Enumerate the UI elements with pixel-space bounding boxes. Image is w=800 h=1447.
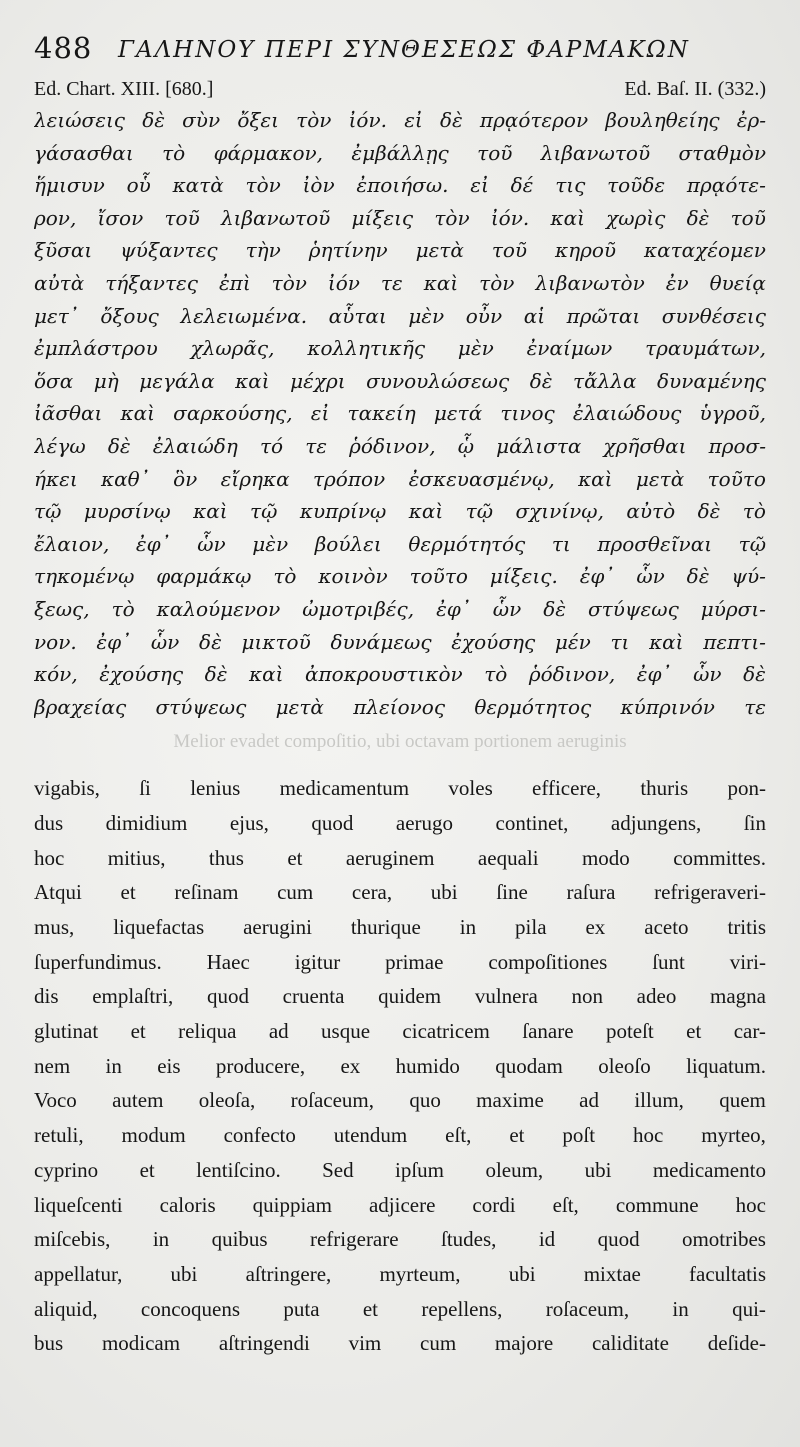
greek-text-block [34, 104, 766, 723]
latin-text-line: cyprino et lentiſcino. Sed ipſum oleum, ubi medicamento [34, 1157, 766, 1182]
greek-text-line: αὐτὰ τήξαντες ἐπὶ τὸν ἰόν τε καὶ τὸν λιβανωτὸν ἐν θυείᾳ [34, 270, 766, 295]
greek-text-line: γάσασθαι τὸ φάρμακον, ἐμβάλλῃς τοῦ λιβανωτοῦ σταθμὸν [34, 140, 766, 165]
greek-text-line: ἰᾶσθαι καὶ σαρκούσης, εἰ τακείη μετά τινος ἐλαιώδους ὑγροῦ, [34, 401, 766, 426]
greek-text-line: τῷ μυρσίνῳ καὶ τῷ κυπρίνῳ καὶ τῷ σχινίνῳ, αὐτὸ δὲ τὸ [34, 499, 766, 524]
latin-text-line: hoc mitius, thus et aeruginem aequali modo committes. [34, 845, 766, 870]
edition-reference-basel: Ed. Baſ. II. (332.) [624, 78, 766, 100]
latin-text-line: glutinat et reliqua ad usque cicatricem ſanare poteſt et car- [34, 1019, 766, 1044]
greek-text-line: βραχείας στύψεως μετὰ πλείονος θερμότητος κύπρινόν τε [34, 694, 766, 719]
latin-text-line: appellatur, ubi aſtringere, myrteum, ubi mixtae facultatis [34, 1261, 766, 1286]
latin-text-line: dus dimidium ejus, quod aerugo continet, adjungens, ſin [34, 810, 766, 835]
greek-text-line: ξεως, τὸ καλούμενον ὠμοτριβές, ἐφ᾽ ὧν δὲ στύψεως μύρσι- [34, 596, 766, 621]
edition-reference-chartier: Ed. Chart. XIII. [680.] [34, 78, 214, 100]
latin-text-line: Atqui et reſinam cum cera, ubi ſine raſura refrigeraveri- [34, 880, 766, 905]
latin-text-line: aliquid, concoquens puta et repellens, roſaceum, in qui- [34, 1296, 766, 1321]
latin-text-line: miſcebis, in quibus refrigerare ſtudes, id quod omotribes [34, 1227, 766, 1252]
latin-text-line: bus modicam aſtringendi vim cum majore caliditate deſide- [34, 1331, 766, 1356]
greek-text-line: ἥμισυν οὗ κατὰ τὸν ἰὸν ἐποιήσω. εἰ δέ τις τοῦδε πρᾳότε- [34, 173, 766, 198]
running-title: ΓΑΛΗΝΟΥ ΠΕΡΙ ΣΥΝΘΕΣΕΩΣ ΦΑΡΜΑΚΩΝ [118, 37, 690, 63]
greek-text-line: τηκομένῳ φαρμάκῳ τὸ κοινὸν τοῦτο μίξεις. ἐφ᾽ ὧν δὲ ψύ- [34, 564, 766, 589]
greek-text-line: κόν, ἐχούσης δὲ καὶ ἀποκρουστικὸν τὸ ῥόδινον, ἐφ᾽ ὧν δὲ [34, 662, 766, 687]
running-head [34, 28, 766, 68]
greek-text-line: ξῦσαι ψύξαντες τὴν ῥητίνην μετὰ τοῦ κηροῦ καταχέομεν [34, 238, 766, 263]
latin-text-line: nem in eis producere, ex humido quodam oleoſo liquatum. [34, 1053, 766, 1078]
greek-text-line: ἐμπλάστρου χλωρᾶς, κολλητικῆς μὲν ἐναίμων τραυμάτων, [34, 336, 766, 361]
greek-text-line: νον. ἐφ᾽ ὧν δὲ μικτοῦ δυνάμεως ἐχούσης μέν τι καὶ πεπτι- [34, 629, 766, 654]
greek-text-line: λέγω δὲ ἐλαιώδη τό τε ῥόδινον, ᾧ μάλιστα χρῆσθαι προσ- [34, 433, 766, 458]
edition-reference-line [34, 74, 766, 104]
latin-text-line: liqueſcenti caloris quippiam adjicere cordi eſt, commune hoc [34, 1192, 766, 1217]
latin-text-line: mus, liquefactas aerugini thurique in pila ex aceto tritis [34, 915, 766, 940]
latin-text-line: dis emplaſtri, quod cruenta quidem vulnera non adeo magna [34, 984, 766, 1009]
page-number: 488 [34, 31, 93, 65]
greek-text-line: ὅσα μὴ μεγάλα καὶ μέχρι συνουλώσεως δὲ τἄλλα δυναμένης [34, 368, 766, 393]
bleed-through-text: Melior evadet compoſitio, ubi octavam portionem aeruginis [173, 731, 627, 753]
latin-text-line: retuli, modum confecto utendum eſt, et poſt hoc myrteo, [34, 1123, 766, 1148]
greek-text-line: μετ᾽ ὄξους λελειωμένα. αὗται μὲν οὖν αἱ πρῶται συνθέσεις [34, 303, 766, 328]
greek-text-line: λειώσεις δὲ σὺν ὄξει τὸν ἰόν. εἰ δὲ πρᾳότερον βουληθείης ἐρ- [34, 108, 766, 132]
latin-text-block [34, 771, 766, 1361]
latin-text-line: ſuperfundimus. Haec igitur primae compoſitiones ſunt viri- [34, 949, 766, 974]
greek-text-line: ήκει καθ᾽ ὃν εἴρηκα τρόπον ἐσκευασμένῳ, καὶ μετὰ τοῦτο [34, 466, 766, 491]
greek-text-line: ρον, ἴσον τοῦ λιβανωτοῦ μίξεις τὸν ἰόν. καὶ χωρὶς δὲ τοῦ [34, 205, 766, 230]
latin-text-line: Voco autem oleoſa, roſaceum, quo maxime ad illum, quem [34, 1088, 766, 1113]
latin-text-line: vigabis, ſi lenius medicamentum voles efficere, thuris pon- [34, 776, 766, 801]
greek-text-line: ἔλαιον, ἐφ᾽ ὧν μὲν βούλει θερμότητός τι προσθεῖναι τῷ [34, 531, 766, 556]
